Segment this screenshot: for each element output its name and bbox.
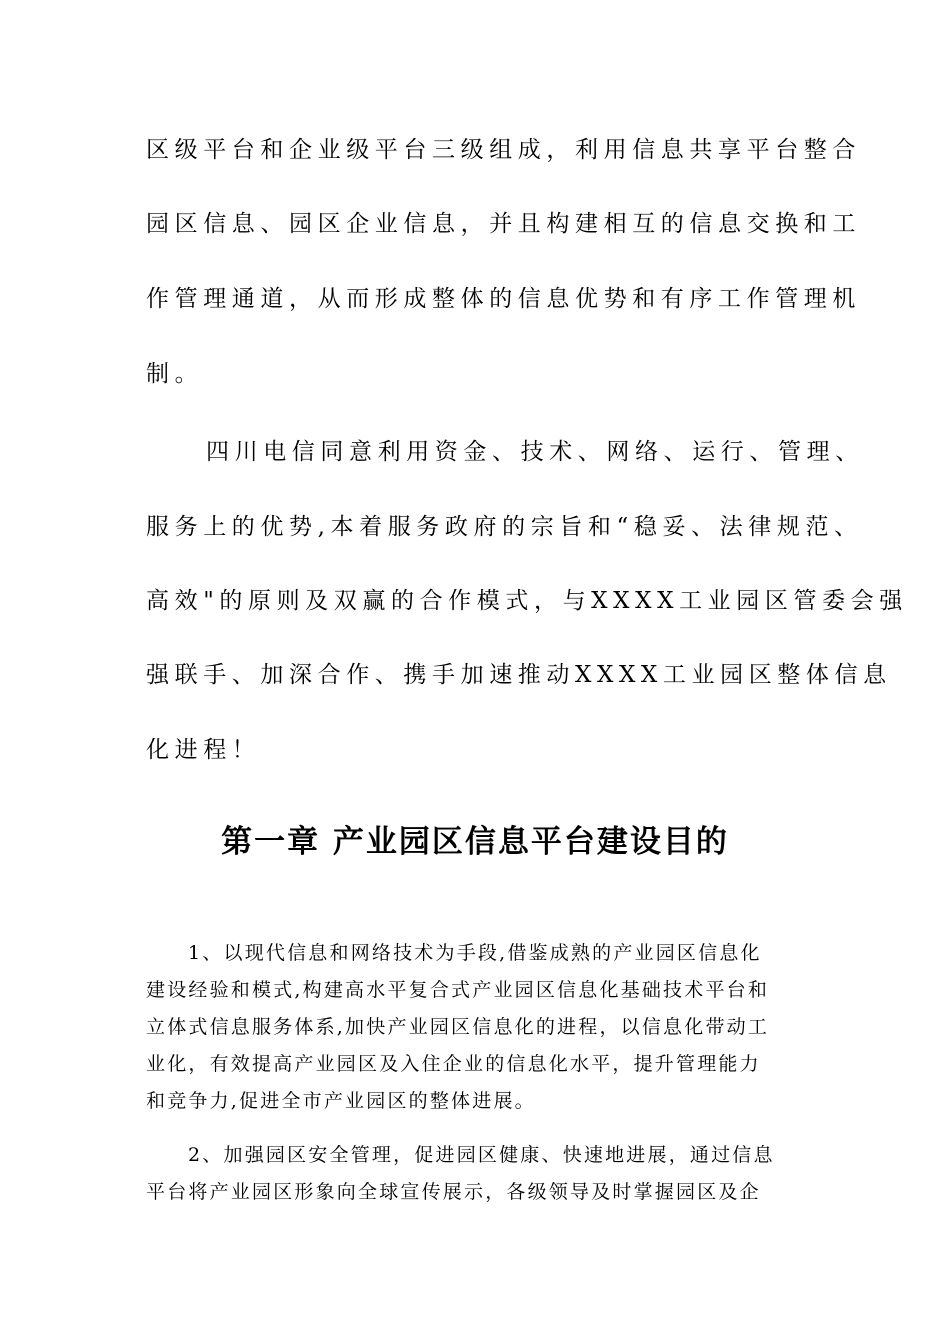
chapter-heading: 第一章 产业园区信息平台建设目的	[221, 824, 729, 860]
text-line: 和竞争力,促进全市产业园区的整体进展。	[146, 1090, 536, 1112]
text-line: 1、以现代信息和网络技术为手段,借鉴成熟的产业园区信息化	[188, 942, 762, 964]
text-line: 强联手、加深合作、携手加速推动XXXX工业园区整体信息	[146, 662, 892, 688]
text-line: 立体式信息服务体系,加快产业园区信息化的进程，以信息化带动工	[146, 1016, 770, 1038]
text-line: 区级平台和企业级平台三级组成，利用信息共享平台整合	[146, 137, 861, 163]
text-line: 制。	[146, 361, 204, 387]
text-line: 业化，有效提高产业园区及入住企业的信息化水平，提升管理能力	[146, 1053, 761, 1075]
text-line: 高效"的原则及双赢的合作模式，与XXXX工业园区管委会强	[146, 588, 908, 614]
text-line: 园区信息、园区企业信息，并且构建相互的信息交换和工	[146, 211, 861, 237]
text-line: 作管理通道，从而形成整体的信息优势和有序工作管理机	[146, 286, 861, 312]
text-line: 2、加强园区安全管理，促进园区健康、快速地进展，通过信息	[188, 1144, 775, 1166]
text-line: 化进程！	[146, 737, 261, 763]
text-line: 平台将产业园区形象向全球宣传展示，各级领导及时掌握园区及企	[146, 1181, 761, 1203]
text-line: 建设经验和模式,构建高水平复合式产业园区信息化基础技术平台和	[146, 979, 770, 1001]
text-line: 服务上的优势,本着服务政府的宗旨和“稳妥、法律规范、	[146, 514, 863, 540]
text-line: 四川电信同意利用资金、技术、网络、运行、管理、	[206, 439, 864, 465]
